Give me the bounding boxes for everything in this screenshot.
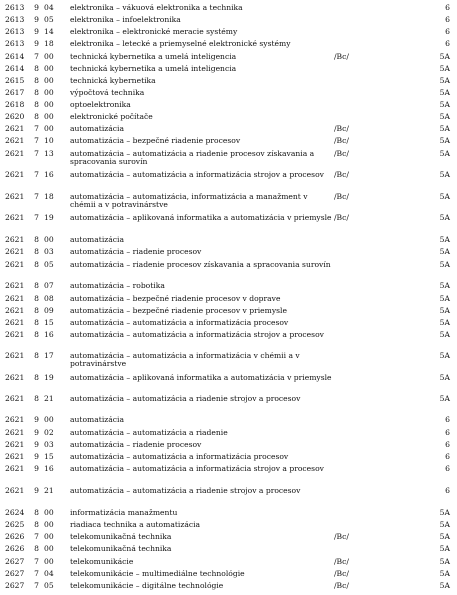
level-code: 5A xyxy=(439,136,450,145)
code-major: 2621 xyxy=(5,464,25,473)
program-name: elektronika – elektronické meracie systémy xyxy=(70,27,238,36)
level-code: 5A xyxy=(439,351,450,360)
code-level-digit: 9 xyxy=(34,15,39,24)
code-minor: 15 xyxy=(44,318,54,327)
level-code: 5A xyxy=(439,569,450,578)
program-name: automatizácia – automatizácia a informatizácia strojov a procesov xyxy=(70,170,324,179)
code-major: 2621 xyxy=(5,330,25,339)
program-name: automatizácia – automatizácia a riadenie procesov získavania a spracovania surovín xyxy=(70,149,315,167)
code-major: 2624 xyxy=(5,508,25,517)
code-level-digit: 7 xyxy=(34,136,39,145)
level-code: 5A xyxy=(439,52,450,61)
program-name: automatizácia – automatizácia a informatizácia procesov xyxy=(70,452,289,461)
code-level-digit: 7 xyxy=(34,149,39,158)
program-name: výpočtová technika xyxy=(70,88,145,97)
code-major: 2621 xyxy=(5,213,25,222)
degree-note: /Bc/ xyxy=(334,581,349,590)
program-name: riadiaca technika a automatizácia xyxy=(70,520,201,529)
program-name: informatizácia manažmentu xyxy=(70,508,178,517)
code-major: 2620 xyxy=(5,112,25,121)
degree-note: /Bc/ xyxy=(334,52,349,61)
code-minor: 10 xyxy=(44,136,54,145)
code-minor: 00 xyxy=(44,124,54,133)
code-level-digit: 7 xyxy=(34,52,39,61)
code-level-digit: 8 xyxy=(34,330,39,339)
level-code: 6 xyxy=(445,486,450,495)
program-name: telekomunikačná technika xyxy=(70,544,172,553)
code-level-digit: 8 xyxy=(34,76,39,85)
level-code: 5A xyxy=(439,520,450,529)
level-code: 5A xyxy=(439,64,450,73)
code-major: 2621 xyxy=(5,170,25,179)
code-minor: 16 xyxy=(44,170,54,179)
code-minor: 00 xyxy=(44,532,54,541)
program-name: elektronika – infoelektronika xyxy=(70,15,181,24)
program-name: technická kybernetika xyxy=(70,76,156,85)
code-minor: 05 xyxy=(44,260,54,269)
level-code: 6 xyxy=(445,3,450,12)
level-code: 5A xyxy=(439,544,450,553)
level-code: 5A xyxy=(439,318,450,327)
program-name: optoelektronika xyxy=(70,100,131,109)
program-name: automatizácia – bezpečné riadenie procesov xyxy=(70,136,241,145)
code-level-digit: 8 xyxy=(34,508,39,517)
program-name: automatizácia – automatizácia a riadenie strojov a procesov xyxy=(70,394,301,403)
code-minor: 14 xyxy=(44,27,54,36)
degree-note: /Bc/ xyxy=(334,192,349,201)
program-name: automatizácia – automatizácia a informatizácia strojov a procesov xyxy=(70,330,324,339)
code-major: 2621 xyxy=(5,192,25,201)
program-name: telekomunikácie – digitálne technológie xyxy=(70,581,224,590)
code-level-digit: 8 xyxy=(34,64,39,73)
code-minor: 18 xyxy=(44,39,54,48)
code-level-digit: 9 xyxy=(34,27,39,36)
code-level-digit: 9 xyxy=(34,486,39,495)
level-code: 5A xyxy=(439,149,450,158)
code-level-digit: 7 xyxy=(34,192,39,201)
program-name: automatizácia – automatizácia, informatizácia a manažment v chémii a v potravinárstve xyxy=(70,192,308,210)
code-major: 2621 xyxy=(5,149,25,158)
code-level-digit: 8 xyxy=(34,351,39,360)
level-code: 5A xyxy=(439,170,450,179)
program-name: telekomunikácie – multimediálne technológie xyxy=(70,569,245,578)
program-name: elektronika – vákuová elektronika a technika xyxy=(70,3,243,12)
program-name: elektronika – letecké a priemyselné elektronické systémy xyxy=(70,39,291,48)
program-name: technická kybernetika a umelá inteligencia xyxy=(70,52,237,61)
level-code: 5A xyxy=(439,281,450,290)
code-minor: 13 xyxy=(44,149,54,158)
program-name: automatizácia – automatizácia a informatizácia procesov xyxy=(70,318,289,327)
level-code: 5A xyxy=(439,394,450,403)
program-name: telekomunikačná technika xyxy=(70,532,172,541)
degree-note: /Bc/ xyxy=(334,532,349,541)
degree-note: /Bc/ xyxy=(334,557,349,566)
code-major: 2621 xyxy=(5,428,25,437)
code-minor: 04 xyxy=(44,3,54,12)
level-code: 6 xyxy=(445,15,450,24)
code-minor: 03 xyxy=(44,440,54,449)
code-level-digit: 9 xyxy=(34,452,39,461)
code-major: 2626 xyxy=(5,544,25,553)
code-major: 2621 xyxy=(5,247,25,256)
program-name: automatizácia – aplikovaná informatika a automatizácia v priemysle xyxy=(70,373,332,382)
code-major: 2621 xyxy=(5,351,25,360)
code-minor: 21 xyxy=(44,486,54,495)
program-name: automatizácia – automatizácia a riadenie strojov a procesov xyxy=(70,486,301,495)
code-minor: 08 xyxy=(44,294,54,303)
code-minor: 07 xyxy=(44,281,54,290)
level-code: 5A xyxy=(439,294,450,303)
level-code: 5A xyxy=(439,260,450,269)
level-code: 6 xyxy=(445,27,450,36)
code-minor: 00 xyxy=(44,520,54,529)
code-major: 2621 xyxy=(5,394,25,403)
program-name: automatizácia – aplikovaná informatika a automatizácia v priemysle xyxy=(70,213,332,222)
program-name: automatizácia – riadenie procesov získavania a spracovania surovín xyxy=(70,260,331,269)
code-level-digit: 7 xyxy=(34,124,39,133)
level-code: 5A xyxy=(439,557,450,566)
code-major: 2618 xyxy=(5,100,25,109)
program-name: telekomunikácie xyxy=(70,557,134,566)
code-minor: 09 xyxy=(44,306,54,315)
code-minor: 19 xyxy=(44,213,54,222)
program-name: automatizácia xyxy=(70,415,124,424)
code-major: 2613 xyxy=(5,27,25,36)
code-major: 2627 xyxy=(5,581,25,590)
code-minor: 05 xyxy=(44,581,54,590)
program-name: automatizácia xyxy=(70,124,124,133)
code-major: 2621 xyxy=(5,260,25,269)
program-name: automatizácia – automatizácia a informatizácia v chémii a v potravinárstve xyxy=(70,351,300,369)
code-level-digit: 8 xyxy=(34,544,39,553)
level-code: 6 xyxy=(445,39,450,48)
program-name: automatizácia – automatizácia a informatizácia strojov a procesov xyxy=(70,464,324,473)
code-level-digit: 7 xyxy=(34,532,39,541)
code-level-digit: 8 xyxy=(34,100,39,109)
code-level-digit: 8 xyxy=(34,520,39,529)
code-minor: 04 xyxy=(44,569,54,578)
code-minor: 00 xyxy=(44,52,54,61)
code-level-digit: 8 xyxy=(34,318,39,327)
code-major: 2621 xyxy=(5,440,25,449)
degree-note: /Bc/ xyxy=(334,136,349,145)
code-level-digit: 9 xyxy=(34,39,39,48)
code-minor: 05 xyxy=(44,15,54,24)
level-code: 6 xyxy=(445,428,450,437)
level-code: 5A xyxy=(439,76,450,85)
code-level-digit: 7 xyxy=(34,569,39,578)
code-minor: 02 xyxy=(44,428,54,437)
code-minor: 16 xyxy=(44,330,54,339)
code-level-digit: 8 xyxy=(34,373,39,382)
code-minor: 19 xyxy=(44,373,54,382)
code-minor: 00 xyxy=(44,112,54,121)
code-minor: 03 xyxy=(44,247,54,256)
degree-note: /Bc/ xyxy=(334,569,349,578)
program-name: automatizácia – automatizácia a riadenie xyxy=(70,428,228,437)
program-name: automatizácia – bezpečné riadenie procesov v priemysle xyxy=(70,306,287,315)
code-major: 2621 xyxy=(5,294,25,303)
code-level-digit: 8 xyxy=(34,260,39,269)
code-major: 2614 xyxy=(5,64,25,73)
program-name: automatizácia xyxy=(70,235,124,244)
code-level-digit: 8 xyxy=(34,247,39,256)
code-major: 2621 xyxy=(5,281,25,290)
code-level-digit: 8 xyxy=(34,281,39,290)
code-minor: 00 xyxy=(44,88,54,97)
code-level-digit: 9 xyxy=(34,3,39,12)
code-level-digit: 9 xyxy=(34,428,39,437)
code-major: 2621 xyxy=(5,124,25,133)
level-code: 5A xyxy=(439,581,450,590)
code-level-digit: 8 xyxy=(34,88,39,97)
code-major: 2621 xyxy=(5,373,25,382)
level-code: 5A xyxy=(439,306,450,315)
code-major: 2627 xyxy=(5,557,25,566)
program-name: technická kybernetika a umelá inteligencia xyxy=(70,64,237,73)
code-major: 2615 xyxy=(5,76,25,85)
code-major: 2621 xyxy=(5,318,25,327)
code-level-digit: 8 xyxy=(34,112,39,121)
code-minor: 00 xyxy=(44,76,54,85)
level-code: 5A xyxy=(439,532,450,541)
degree-note: /Bc/ xyxy=(334,170,349,179)
program-name: automatizácia – riadenie procesov xyxy=(70,440,202,449)
code-major: 2621 xyxy=(5,415,25,424)
code-major: 2613 xyxy=(5,39,25,48)
code-minor: 21 xyxy=(44,394,54,403)
code-level-digit: 7 xyxy=(34,213,39,222)
degree-note: /Bc/ xyxy=(334,124,349,133)
code-level-digit: 8 xyxy=(34,235,39,244)
code-minor: 00 xyxy=(44,100,54,109)
level-code: 5A xyxy=(439,373,450,382)
code-minor: 00 xyxy=(44,415,54,424)
code-level-digit: 9 xyxy=(34,440,39,449)
level-code: 5A xyxy=(439,112,450,121)
code-level-digit: 7 xyxy=(34,557,39,566)
level-code: 5A xyxy=(439,100,450,109)
code-level-digit: 8 xyxy=(34,306,39,315)
code-major: 2614 xyxy=(5,52,25,61)
level-code: 6 xyxy=(445,415,450,424)
code-major: 2621 xyxy=(5,306,25,315)
level-code: 5A xyxy=(439,247,450,256)
level-code: 6 xyxy=(445,452,450,461)
code-minor: 00 xyxy=(44,544,54,553)
code-major: 2621 xyxy=(5,136,25,145)
level-code: 6 xyxy=(445,440,450,449)
degree-note: /Bc/ xyxy=(334,149,349,158)
code-major: 2621 xyxy=(5,452,25,461)
level-code: 5A xyxy=(439,124,450,133)
code-level-digit: 9 xyxy=(34,415,39,424)
program-name: automatizácia – robotika xyxy=(70,281,165,290)
code-minor: 00 xyxy=(44,508,54,517)
code-minor: 00 xyxy=(44,64,54,73)
code-minor: 18 xyxy=(44,192,54,201)
code-level-digit: 9 xyxy=(34,464,39,473)
code-major: 2621 xyxy=(5,486,25,495)
code-major: 2621 xyxy=(5,235,25,244)
code-level-digit: 8 xyxy=(34,394,39,403)
code-major: 2627 xyxy=(5,569,25,578)
code-level-digit: 8 xyxy=(34,294,39,303)
level-code: 5A xyxy=(439,192,450,201)
code-minor: 16 xyxy=(44,464,54,473)
level-code: 5A xyxy=(439,88,450,97)
program-name: automatizácia – bezpečné riadenie procesov v doprave xyxy=(70,294,281,303)
level-code: 6 xyxy=(445,464,450,473)
code-major: 2613 xyxy=(5,15,25,24)
code-level-digit: 7 xyxy=(34,170,39,179)
code-major: 2625 xyxy=(5,520,25,529)
code-minor: 17 xyxy=(44,351,54,360)
level-code: 5A xyxy=(439,213,450,222)
code-major: 2613 xyxy=(5,3,25,12)
level-code: 5A xyxy=(439,508,450,517)
code-minor: 00 xyxy=(44,235,54,244)
code-major: 2626 xyxy=(5,532,25,541)
code-minor: 00 xyxy=(44,557,54,566)
level-code: 5A xyxy=(439,330,450,339)
program-name: elektronické počítače xyxy=(70,112,153,121)
program-name: automatizácia – riadenie procesov xyxy=(70,247,202,256)
code-major: 2617 xyxy=(5,88,25,97)
level-code: 5A xyxy=(439,235,450,244)
code-minor: 15 xyxy=(44,452,54,461)
degree-note: /Bc/ xyxy=(334,213,349,222)
code-level-digit: 7 xyxy=(34,581,39,590)
